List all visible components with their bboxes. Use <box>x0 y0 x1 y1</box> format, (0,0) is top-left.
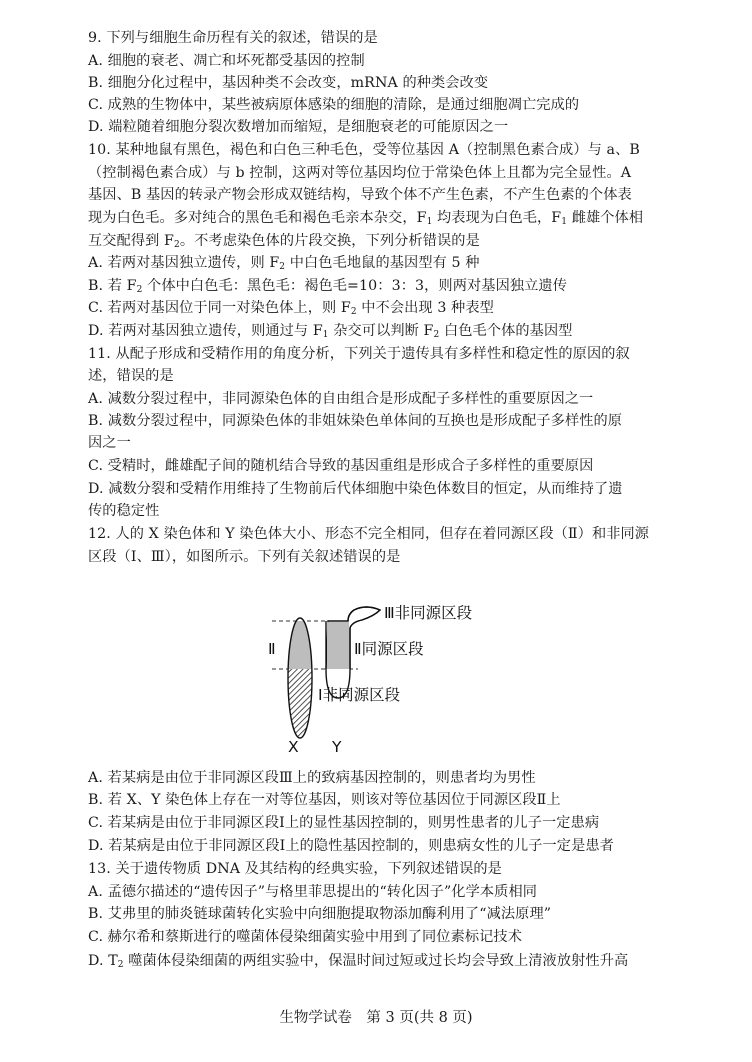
label-x: X <box>288 738 299 756</box>
text-line-q11-stem-2: 述，错误的是 <box>88 368 174 384</box>
text-line-q11-b-1: B. 减数分裂过程中，同源染色体的非姐妹染色单体间的互换也是形成配子多样性的原 <box>88 413 623 429</box>
text-line-q9-c: C. 成熟的生物体中，某些被病原体感染的细胞的清除，是通过细胞凋亡完成的 <box>88 97 580 113</box>
text-line-q9-stem: 9. 下列与细胞生命历程有关的叙述，错误的是 <box>88 30 378 46</box>
text-line-q9-a: A. 细胞的衰老、凋亡和坏死都受基因的控制 <box>88 53 365 69</box>
page-footer: 生物学试卷 第 3 页(共 8 页) <box>279 1010 473 1026</box>
text-line-q10-c: C. 若两对基因位于同一对染色体上，则 $F_2$ 中不会出现 3 种表型 <box>88 300 494 317</box>
text-line-q11-c: C. 受精时，雌雄配子间的随机结合导致的基因重组是形成合子多样性的重要原因 <box>88 458 594 474</box>
text-line-q12-a: A. 若某病是由位于非同源区段Ⅲ上的致病基因控制的，则患者均为男性 <box>88 770 536 786</box>
text-line-q13-a: A. 孟德尔描述的“遗传因子”与格里菲思提出的“转化因子”化学本质相同 <box>88 884 538 900</box>
text-line-q11-b-2: 因之一 <box>88 435 131 451</box>
xy-chromosome-diagram <box>258 604 473 758</box>
text-line-q10-a: A. 若两对基因独立遗传，则 $F_2$ 中白色毛地鼠的基因型有 5 种 <box>88 255 480 272</box>
text-line-q12-stem-2: 区段（Ⅰ、Ⅲ），如图所示。下列有关叙述错误的是 <box>88 549 401 565</box>
chromosome-drawing <box>258 606 458 758</box>
text-line-q12-d: D. 若某病是由位于非同源区段Ⅰ上的隐性基因控制的，则患病女性的儿子一定是患者 <box>88 838 614 854</box>
text-line-q10-stem-3: 基因、B 基因的转录产物会形成双链结构，导致个体不产生色素，不产生色素的个体表 <box>88 187 632 203</box>
text-line-q10-stem-4: 现为白色毛。多对纯合的黑色毛和褐色毛亲本杂交，$F_1$ 均表现为白色毛，$F_1$ 雌雄个体相 <box>88 210 644 227</box>
text-line-q10-stem-2: （控制褐色素合成）与 b 控制，这两对等位基因均位于常染色体上且都为完全显性。A <box>88 165 632 181</box>
text-line-q11-stem-1: 11. 从配子形成和受精作用的角度分析，下列关于遗传具有多样性和稳定性的原因的叙 <box>88 346 630 362</box>
text-line-q13-c: C. 赫尔希和蔡斯进行的噬菌体侵染细菌实验中用到了同位素标记技术 <box>88 929 523 945</box>
text-line-q13-stem: 13. 关于遗传物质 DNA 及其结构的经典实验，下列叙述错误的是 <box>88 861 502 877</box>
text-line-q9-d: D. 端粒随着细胞分裂次数增加而缩短，是细胞衰老的可能原因之一 <box>88 119 509 135</box>
text-line-q12-stem-1: 12. 人的 X 染色体和 Y 染色体大小、形态不完全相同，但存在着同源区段（Ⅱ）和非同源 <box>88 526 650 542</box>
text-line-q11-d-1: D. 减数分裂和受精作用维持了生物前后代体细胞中染色体数目的恒定，从而维持了遗 <box>88 481 623 497</box>
label-region-i: Ⅰ非同源区段 <box>318 686 401 704</box>
text-line-q13-b: B. 艾弗里的肺炎链球菌转化实验中向细胞提取物添加酶利用了“减法原理” <box>88 906 552 922</box>
label-region-ii-left: Ⅱ <box>268 640 276 658</box>
text-line-q11-d-2: 传的稳定性 <box>88 503 160 519</box>
x-chromosome <box>278 606 328 749</box>
text-line-q12-c: C. 若某病是由位于非同源区段Ⅰ上的显性基因控制的，则男性患者的儿子一定患病 <box>88 815 600 831</box>
text-line-q9-b: B. 细胞分化过程中，基因种类不会改变，mRNA 的种类会改变 <box>88 75 489 91</box>
text-line-q10-stem-5: 互交配得到 $F_2$。不考虑染色体的片段交换，下列分析错误的是 <box>88 233 480 250</box>
text-line-q11-a: A. 减数分裂过程中，非同源染色体的自由组合是形成配子多样性的重要原因之一 <box>88 391 594 407</box>
label-region-ii-right: Ⅱ同源区段 <box>354 640 424 658</box>
label-region-iii: Ⅲ非同源区段 <box>384 604 473 622</box>
text-line-q13-d: D. $T_2$ 噬菌体侵染细菌的两组实验中，保温时间过短或过长均会导致上清液放射性升高 <box>88 953 629 970</box>
text-line-q12-b: B. 若 X、Y 染色体上存在一对等位基因，则该对等位基因位于同源区段Ⅱ上 <box>88 792 561 808</box>
text-line-q10-stem-1: 10. 某种地鼠有黑色，褐色和白色三种毛色，受等位基因 A（控制黑色素合成）与 a、B <box>88 142 640 158</box>
text-line-q10-d: D. 若两对基因独立遗传，则通过与 $F_1$ 杂交可以判断 $F_2$ 白色毛个体的基因型 <box>88 323 573 340</box>
label-y: Y <box>332 738 342 756</box>
text-line-q10-b: B. 若 $F_2$ 个体中白色毛：黑色毛：褐色毛=10：3：3，则两对基因独立遗传 <box>88 278 568 295</box>
